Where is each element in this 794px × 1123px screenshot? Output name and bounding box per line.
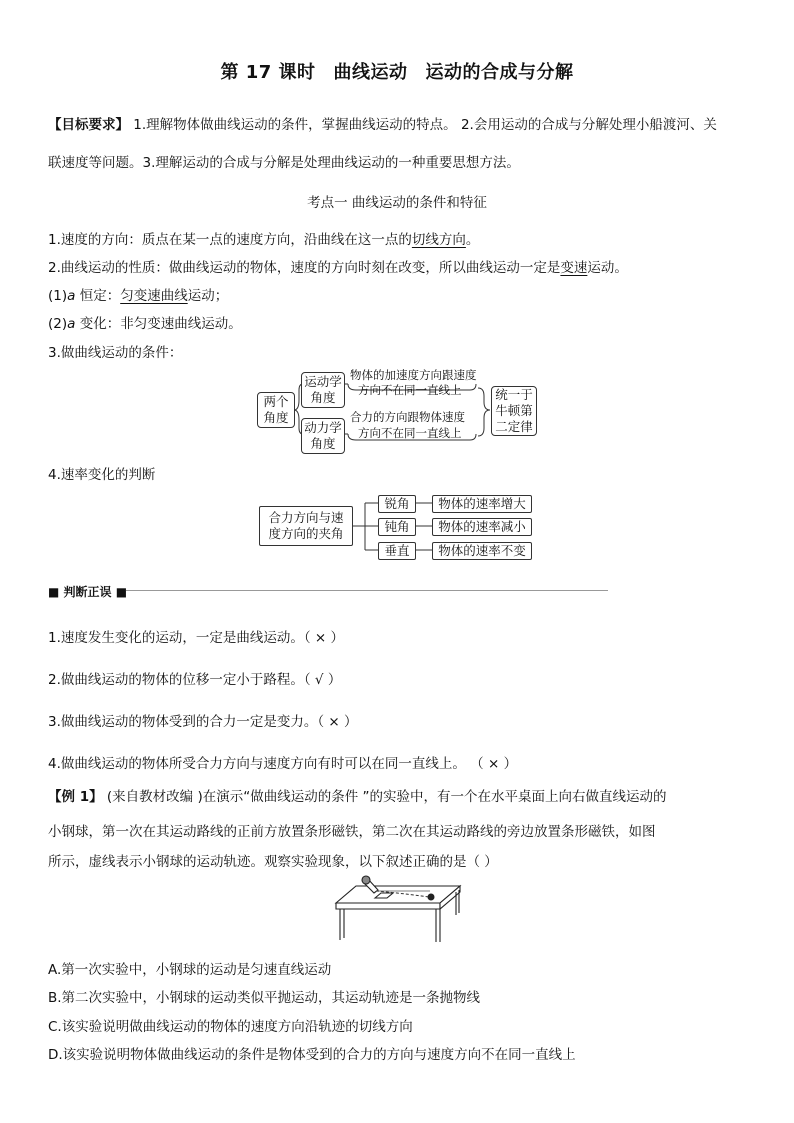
speed-decrease-box: 物体的速率减小 (432, 518, 532, 536)
point-1-end: 。 (465, 232, 480, 248)
dynamics-box: 动力学 角度 (301, 418, 345, 454)
title-topic2: 运动的合成与分解 (425, 62, 574, 83)
option-d: D.该实验说明物体做曲线运动的条件是物体受到的合力的方向与速度方向不在同一直线上 (48, 1047, 576, 1063)
judge-item-2: 2.做曲线运动的物体的位移一定小于路程。（ √ ） (48, 672, 342, 688)
goals-line-2: 联速度等问题。3.理解运动的合成与分解是处理曲线运动的一种重要思想方法。 (48, 155, 520, 171)
point-4-text: 变化：非匀变速曲线运动。 (75, 316, 242, 332)
example-line-2: 小钢球，第一次在其运动路线的正前方放置条形磁铁，第二次在其运动路线的旁边放置条形磁铁，如图 (48, 824, 656, 840)
point-6: 4.速率变化的判断 (48, 467, 156, 483)
example-label: 【例 1】 (48, 789, 103, 805)
judge-item-4: 4.做曲线运动的物体所受合力方向与速度方向有时可以在同一直线上。 （ × ） (48, 756, 518, 772)
two-angles-box: 两个 角度 (257, 392, 295, 428)
kin-condition-top: 物体的加速度方向跟速度 (350, 368, 477, 382)
example-line-3: 所示，虚线表示小钢球的运动轨迹。观察实验现象，以下叙述正确的是（ ） (48, 854, 498, 870)
point-2-end: 运动。 (587, 260, 628, 276)
judge-item-3: 3.做曲线运动的物体受到的合力一定是变力。（ × ） (48, 714, 358, 730)
title-topic1: 曲线运动 (333, 62, 408, 83)
goals-label: 【目标要求】 (48, 117, 129, 133)
judge-label: ■ 判断正误 ■ (48, 585, 128, 599)
point-4-symbol: a (67, 316, 76, 332)
option-a: A.第一次实验中，小钢球的运动是匀速直线运动 (48, 962, 332, 978)
newton-law-box: 统一于 牛顿第 二定律 (491, 386, 537, 436)
goals-text-1: 1.理解物体做曲线运动的条件，掌握曲线运动的特点。 2.会用运动的合成与分解处理小船渡河、关 (133, 117, 717, 133)
obtuse-angle-box: 钝角 (378, 518, 416, 536)
table-top (336, 886, 460, 903)
acute-angle-box: 锐角 (378, 495, 416, 513)
option-b: B.第二次实验中，小钢球的运动类似平抛运动，其运动轨迹是一条抛物线 (48, 990, 481, 1006)
point-3-symbol: a (67, 288, 76, 304)
kinematics-box: 运动学 角度 (301, 372, 345, 408)
point-4-index: (2) (48, 316, 68, 332)
point-3-text: 恒定： (75, 288, 121, 304)
point-3-end: 运动； (187, 288, 229, 304)
point-3-index: (1) (48, 288, 68, 304)
example-text-1: 在演示“做曲线运动的条件 ”的实验中，有一个在水平桌面上向右做直线运动的 (202, 789, 667, 805)
point-5: 3.做曲线运动的条件： (48, 345, 183, 361)
title-lesson: 第 17 课时 (220, 62, 316, 83)
option-c: C.该实验说明做曲线运动的物体的速度方向沿轨迹的切线方向 (48, 1019, 413, 1035)
point-2-text: 2.曲线运动的性质：做曲线运动的物体，速度的方向时刻在改变，所以曲线运动一定是 (48, 260, 561, 276)
dyn-condition-top: 合力的方向跟物体速度 (350, 410, 465, 424)
point-2-answer: 变速 (560, 260, 588, 276)
example-source: (来自教材改编 ) (106, 789, 203, 805)
right-angle-box: 垂直 (378, 542, 416, 560)
point-1-answer: 切线方向 (411, 232, 466, 248)
table-edge (336, 903, 440, 909)
ball-end (428, 894, 435, 901)
dyn-condition-bottom: 方向不在同一直线上 (358, 426, 462, 440)
speed-constant-box: 物体的速率不变 (432, 542, 532, 560)
point-1-text: 1.速度的方向：质点在某一点的速度方向，沿曲线在这一点的 (48, 232, 412, 248)
angle-box: 合力方向与速 度方向的夹角 (259, 506, 353, 546)
speed-increase-box: 物体的速率增大 (432, 495, 532, 513)
ball-start (362, 876, 370, 884)
kin-condition-bottom: 方向不在同一直线上 (358, 383, 462, 397)
judge-item-1: 1.速度发生变化的运动，一定是曲线运动。（ × ） (48, 630, 345, 646)
section-heading: 考点一 曲线运动的条件和特征 (307, 195, 487, 211)
point-3-answer: 匀变速曲线 (120, 288, 188, 304)
